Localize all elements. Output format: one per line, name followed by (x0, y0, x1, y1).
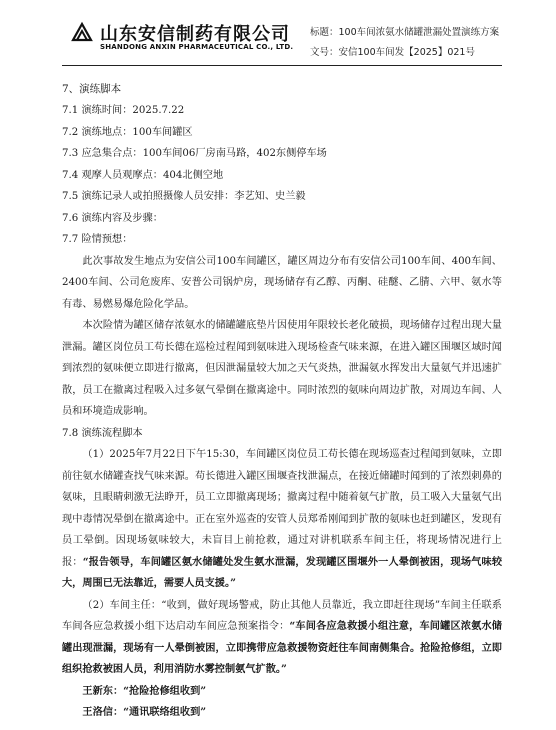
doc-title-value: 100车间浓氨水储罐泄漏处置演练方案 (338, 27, 500, 38)
flow-paragraph-2-order: “车间各应急救援小组注意，车间罐区浓氨水储罐出现泄漏，现场有一人晕倒被困，立即携带应急救援物资赶往车间南侧集合。抢险抢修组，立即组织抢救被困人员，利用消防水雾控制氨气扩散。” (62, 620, 502, 675)
doc-number-value: 安信100车间发【2025】021号 (338, 47, 475, 58)
scenario-paragraph-2: 本次险情为罐区储存浓氨水的储罐罐底垫片因使用年限较长老化破损，现场储存过程出现大量泄漏。罐区岗位员工苟长德在巡检过程闻到氨味进入现场检查气味来源，在进入罐区围堰区域时闻到浓烈的氨味便立即进行撤离，但因泄漏量较大加之天气炎热，泄漏氨水挥发出大量氨气并迅速扩散，员工在撤离过程吸入过多氨气晕倒在撤离途中。同时浓烈的氨味向周边扩散，对周边车间、人员和环境造成影响。 (62, 320, 502, 417)
company-name-cn: 山东安信制药有限公司 (100, 24, 290, 45)
reply-text: “抢险抢修组收到” (123, 684, 207, 697)
item-7-6 (62, 208, 502, 230)
company-name-en: SHANDONG ANXIN PHARMACEUTICAL CO., LTD. (100, 43, 294, 51)
item-number: 7.4 (62, 169, 79, 181)
item-7-3 (62, 143, 502, 165)
header-divider (62, 65, 502, 66)
item-number: 7.7 (62, 234, 79, 245)
doc-title-label: 标题： (310, 27, 339, 38)
flow-paragraph-1-report: “报告领导，车间罐区氨水储罐处发生氨水泄漏，发现罐区围堰外一人晕倒被困，现场气味较大，周围已无法靠近，需要人员支援。” (62, 555, 503, 589)
item-text: 演练流程脚本 (81, 427, 143, 439)
item-text: 演练内容及步骤： (81, 212, 163, 224)
item-text: 演练时间：2025.7.22 (81, 105, 185, 116)
item-number: 7.1 (62, 105, 79, 116)
reply-speaker: 王新东： (82, 684, 124, 697)
doc-title-line (310, 24, 499, 38)
company-logo-icon (70, 20, 94, 44)
doc-number-label: 文号： (310, 47, 339, 58)
item-number: 7.3 (62, 148, 79, 159)
item-text: 应急集合点：100车间06厂房南马路，402东侧停车场 (81, 148, 327, 159)
reply-text: “通讯联络组收到” (123, 706, 207, 718)
item-text: 演练地点：100车间罐区 (81, 126, 193, 138)
item-number: 7.5 (62, 191, 79, 202)
flow-paragraph-2-text: （2）车间主任：“收到，做好现场警戒，防止其他人员靠近，我立即赶往现场”车间主任联系车间各应急救援小组下达启动车间应急预案指令： (62, 599, 502, 632)
item-number: 7.8 (62, 427, 79, 439)
reply-line-2 (62, 702, 502, 724)
item-7-2 (62, 122, 502, 144)
item-text: 观摩人员观摩点：404北侧空地 (81, 169, 224, 181)
flow-paragraph-2 (62, 595, 502, 681)
flow-paragraph-1 (62, 444, 502, 595)
scenario-paragraph-1: 此次事故发生地点为安信公司100车间罐区，罐区周边分布有安信公司100车间、400车间、2400车间、公司危废库、安普公司锅炉房，现场储存有乙醇、丙酮、硅醚、乙腈、六甲、氨水等有毒、易燃易爆危险化学品。 (62, 255, 502, 310)
document-body (62, 78, 502, 724)
section-heading: 7、演练脚本 (62, 83, 122, 95)
reply-speaker: 王洛信： (82, 706, 124, 718)
item-7-4 (62, 165, 502, 187)
flow-paragraph-1-text: （1）2025年7月22日下午15:30，车间罐区岗位员工苟长德在现场巡查过程闻到氨味，立即前往氨水储罐查找气味来源。苟长德进入罐区围堰查找泄漏点，在接近储罐时闻到的了浓烈刺鼻的氨味，且眼睛刺激无法睁开，员工立即撤离现场；撤离过程中随着氨气扩散，员工吸入大量氨气出现中毒情况晕倒在撤离途中。正在室外巡查的安管人员郑希刚闻到扩散的氨味也赶到罐区，发现有员工晕倒。因现场氨味较大，未盲目上前抢救，通过对讲机联系车间主任，将现场情况进行上报： (62, 449, 502, 568)
item-7-5 (62, 186, 502, 208)
item-7-7 (62, 229, 502, 251)
item-number: 7.6 (62, 212, 79, 224)
item-number: 7.2 (62, 126, 79, 138)
reply-line-1 (62, 681, 502, 703)
item-7-8 (62, 423, 502, 445)
item-text: 险情预想： (81, 234, 133, 245)
letterhead (0, 0, 556, 60)
item-text: 演练记录人或拍照摄像人员安排：李艺知、史兰毅 (81, 191, 306, 202)
doc-number-line (310, 44, 475, 58)
item-7-1 (62, 100, 502, 122)
